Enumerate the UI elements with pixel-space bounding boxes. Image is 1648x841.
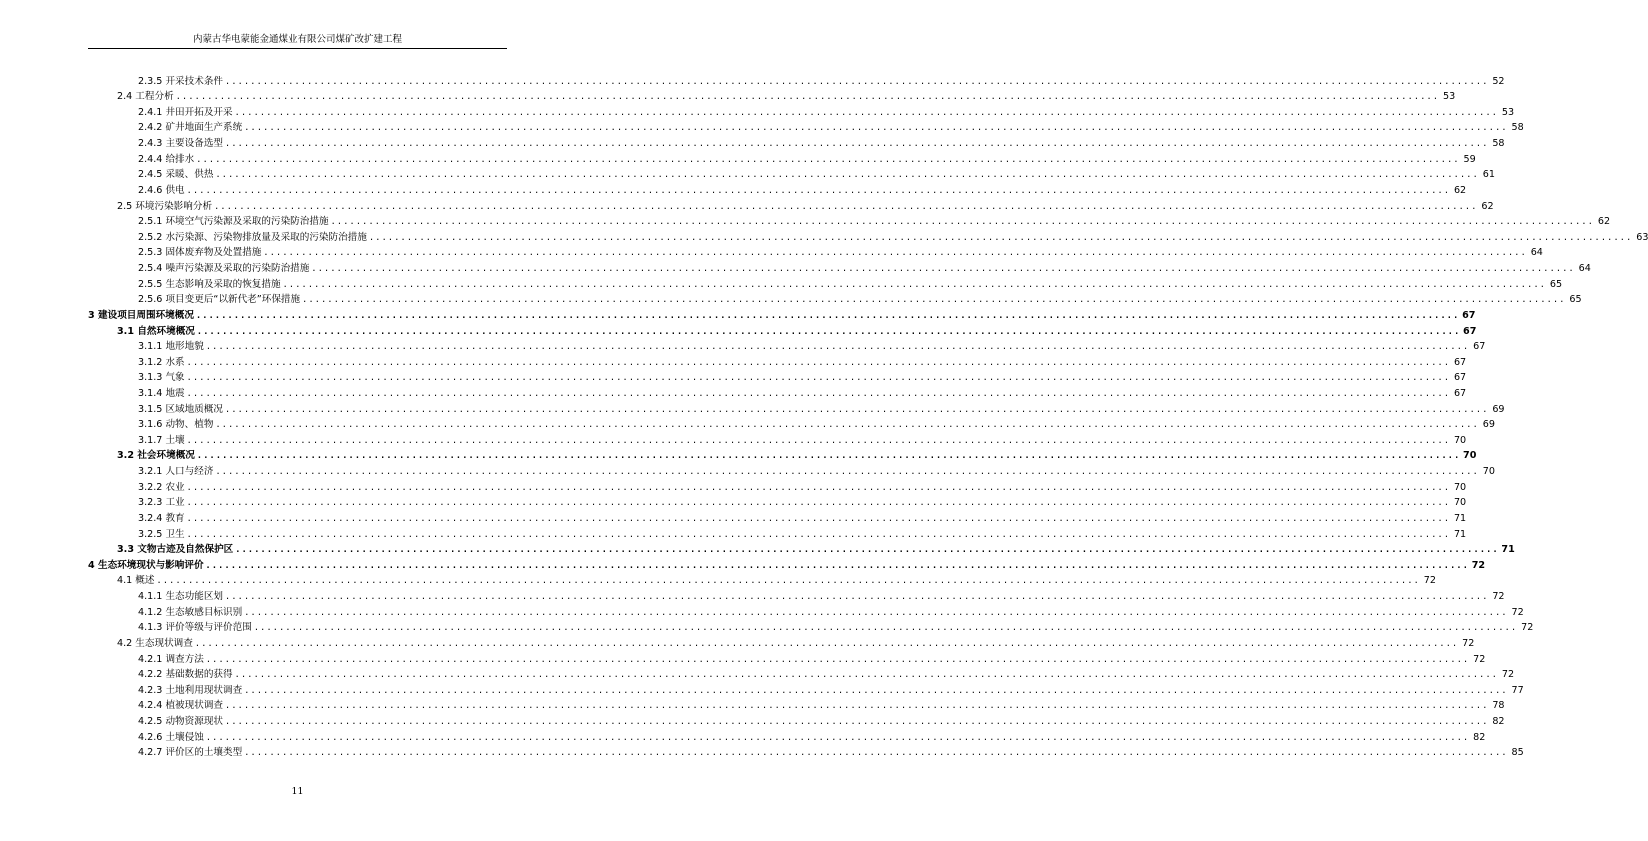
toc-entry[interactable] xyxy=(0,744,1524,760)
toc-entry-title: 2.5 环境污染影响分析 xyxy=(117,200,213,212)
toc-entry-title: 2.4.5 采暖、供热 xyxy=(138,169,214,181)
dot-leader: ........................................................................................................................................................................................................ xyxy=(186,498,1451,509)
dot-leader: ........................................................................................................................................................................................................ xyxy=(282,279,1547,290)
toc-entry[interactable] xyxy=(0,447,1477,463)
toc-entry-page: 67 xyxy=(1453,356,1467,368)
toc-entry-page: 67 xyxy=(1453,372,1467,384)
toc-entry-page: 70 xyxy=(1453,497,1467,509)
toc-entry-page: 52 xyxy=(1492,75,1505,87)
dot-leader: ........................................................................................................................................................................................................ xyxy=(205,560,1470,571)
toc-entry-title: 3.2.2 农业 xyxy=(138,481,185,493)
toc-entry-title: 3 建设项目周围环境概况 xyxy=(88,309,194,321)
toc-entry-page: 72 xyxy=(1423,575,1436,587)
toc-entry[interactable] xyxy=(0,369,1467,385)
toc-entry-page: 64 xyxy=(1578,263,1591,275)
toc-entry-page: 72 xyxy=(1471,559,1486,571)
toc-entry-page: 58 xyxy=(1492,138,1505,150)
toc-entry-page: 85 xyxy=(1511,747,1524,759)
toc-entry-title: 2.5.1 环境空气污染源及采取的污染防治措施 xyxy=(138,216,329,228)
running-header: 内蒙古华电蒙能金通煤业有限公司煤矿改扩建工程 xyxy=(192,34,402,45)
toc-entry[interactable] xyxy=(0,306,1476,322)
toc-entry-title: 3.1.1 地形地貌 xyxy=(138,341,204,353)
toc-entry-page: 77 xyxy=(1511,684,1524,696)
toc-entry-title: 4.2.3 土地利用现状调查 xyxy=(138,684,243,696)
toc-entry-title: 3.1.4 地震 xyxy=(138,387,185,399)
toc-entry[interactable] xyxy=(0,509,1467,525)
toc-entry[interactable] xyxy=(0,353,1467,369)
toc-entry-page: 72 xyxy=(1492,591,1505,603)
dot-leader: ........................................................................................................................................................................................................ xyxy=(311,264,1575,275)
toc-entry-title: 4.2.5 动物资源现状 xyxy=(138,716,224,727)
toc-entry[interactable] xyxy=(0,322,1477,338)
toc-entry-page: 72 xyxy=(1521,622,1534,634)
toc-entry-title: 2.4.3 主要设备选型 xyxy=(138,138,224,150)
toc-entry[interactable] xyxy=(0,556,1486,572)
dot-leader: ........................................................................................................................................................................................................ xyxy=(244,685,1508,696)
dot-leader: ........................................................................................................................................................................................................ xyxy=(253,623,1518,634)
toc-entry-page: 62 xyxy=(1453,184,1467,196)
toc-entry[interactable] xyxy=(0,666,1515,682)
toc-entry-page: 71 xyxy=(1453,512,1467,524)
toc-entry-page: 82 xyxy=(1492,716,1505,727)
toc-entry[interactable] xyxy=(0,72,1505,88)
toc-entry-page: 69 xyxy=(1482,419,1495,431)
toc-entry-title: 3.1.5 区域地质概况 xyxy=(138,403,224,415)
toc-entry[interactable] xyxy=(0,338,1486,354)
toc-entry-page: 69 xyxy=(1492,403,1505,415)
toc-entry[interactable] xyxy=(0,603,1524,619)
toc-entry[interactable] xyxy=(0,134,1505,150)
dot-leader: ........................................................................................................................................................................................................ xyxy=(186,185,1451,196)
toc-entry-page: 63 xyxy=(1636,231,1648,243)
toc-entry[interactable] xyxy=(0,681,1524,697)
toc-entry[interactable] xyxy=(0,103,1515,119)
toc-entry-title: 4 生态环境现状与影响评价 xyxy=(88,559,204,571)
toc-entry-title: 4.2.4 植被现状调查 xyxy=(138,700,224,712)
toc-entry-title: 3.1.7 土壤 xyxy=(138,434,185,446)
dot-leader: ........................................................................................................................................................................................................ xyxy=(234,107,1499,118)
toc-entry-title: 4.1.1 生态功能区划 xyxy=(138,591,224,603)
toc-entry-title: 4.2.7 评价区的土壤类型 xyxy=(138,747,243,759)
toc-entry-page: 72 xyxy=(1501,669,1515,681)
dot-leader: ........................................................................................................................................................................................................ xyxy=(196,154,1460,165)
toc-entry-page: 62 xyxy=(1597,216,1611,228)
toc-entry[interactable] xyxy=(0,181,1467,197)
toc-entry-title: 3.1.6 动物、植物 xyxy=(138,419,214,431)
toc-entry-title: 4.1.2 生态敏感目标识别 xyxy=(138,606,243,618)
dot-leader: ........................................................................................................................................................................................................ xyxy=(175,92,1440,103)
toc-entry-title: 3.2 社会环境概况 xyxy=(117,450,195,462)
toc-entry-title: 4.1.3 评价等级与评价范围 xyxy=(138,622,252,634)
toc-entry-title: 2.5.5 生态影响及采取的恢复措施 xyxy=(138,278,281,290)
dot-leader: ........................................................................................................................................................................................................ xyxy=(156,576,1420,587)
toc-entry-page: 70 xyxy=(1463,450,1477,462)
dot-leader: ........................................................................................................................................................................................................ xyxy=(225,701,1489,712)
toc-entry[interactable] xyxy=(0,384,1467,400)
toc-entry-title: 2.5.2 水污染源、污染物排放量及采取的污染防治措施 xyxy=(138,231,367,243)
toc-entry-title: 2.5.6 项目变更后“以新代老”环保措施 xyxy=(138,294,301,306)
toc-entry[interactable] xyxy=(0,728,1486,744)
toc-entry[interactable] xyxy=(0,494,1467,510)
toc-entry[interactable] xyxy=(0,697,1505,713)
toc-entry[interactable] xyxy=(0,541,1515,557)
toc-entry-title: 3.1.3 气象 xyxy=(138,372,185,384)
dot-leader: ........................................................................................................................................................................................................ xyxy=(244,748,1508,759)
toc-entry[interactable] xyxy=(0,259,1591,275)
toc-entry[interactable] xyxy=(0,431,1467,447)
toc-entry-page: 67 xyxy=(1462,309,1476,321)
dot-leader: ........................................................................................................................................................................................................ xyxy=(225,404,1489,415)
toc-entry[interactable] xyxy=(0,634,1475,650)
toc-entry-page: 62 xyxy=(1481,200,1494,212)
toc-entry[interactable] xyxy=(0,712,1505,728)
toc-entry-title: 3.1.2 水系 xyxy=(138,356,185,368)
dot-leader: ........................................................................................................................................................................................................ xyxy=(330,217,1595,228)
dot-leader: ........................................................................................................................................................................................................ xyxy=(225,592,1489,603)
dot-leader: ........................................................................................................................................................................................................ xyxy=(244,123,1508,134)
dot-leader: ........................................................................................................................................................................................................ xyxy=(234,670,1499,681)
toc-entry-page: 65 xyxy=(1569,294,1582,306)
toc-entry-page: 82 xyxy=(1473,731,1486,743)
toc-entry-title: 4.1 概述 xyxy=(117,575,155,587)
toc-entry[interactable] xyxy=(0,119,1524,135)
toc-entry-title: 4.2.6 土壤侵蚀 xyxy=(138,731,204,743)
dot-leader: ........................................................................................................................................................................................................ xyxy=(186,388,1451,399)
toc-entry[interactable] xyxy=(0,572,1436,588)
toc-entry[interactable] xyxy=(0,150,1476,166)
toc-entry-title: 3.1 自然环境概况 xyxy=(117,325,195,337)
dot-leader: ........................................................................................................................................................................................................ xyxy=(263,248,1527,259)
toc-entry-page: 72 xyxy=(1511,606,1524,618)
toc-entry[interactable] xyxy=(0,213,1611,229)
dot-leader: ........................................................................................................................................................................................................ xyxy=(215,467,1479,478)
toc-entry-page: 72 xyxy=(1462,637,1475,649)
toc-entry[interactable] xyxy=(0,197,1494,213)
toc-entry-page: 53 xyxy=(1501,106,1515,118)
toc-entry-page: 70 xyxy=(1482,466,1495,478)
toc-entry-page: 78 xyxy=(1492,700,1505,712)
toc-entry-title: 3.2.5 卫生 xyxy=(138,528,185,540)
dot-leader: ........................................................................................................................................................................................................ xyxy=(196,451,1461,462)
toc-entry-title: 4.2.1 调查方法 xyxy=(138,653,204,665)
dot-leader: ........................................................................................................................................................................................................ xyxy=(225,139,1489,150)
dot-leader: ........................................................................................................................................................................................................ xyxy=(186,357,1451,368)
toc-entry-page: 71 xyxy=(1453,528,1467,540)
toc-entry[interactable] xyxy=(0,228,1648,244)
toc-entry-page: 70 xyxy=(1453,434,1467,446)
dot-leader: ........................................................................................................................................................................................................ xyxy=(205,732,1470,743)
toc-entry-title: 2.4.2 矿井地面生产系统 xyxy=(138,122,243,134)
toc-entry[interactable] xyxy=(0,244,1543,260)
dot-leader: ........................................................................................................................................................................................................ xyxy=(225,717,1489,727)
toc-entry-title: 4.2.2 基础数据的获得 xyxy=(138,669,233,681)
toc-entry-page: 53 xyxy=(1442,91,1456,103)
page-number: 11 xyxy=(291,786,304,797)
dot-leader: ........................................................................................................................................................................................................ xyxy=(244,607,1508,618)
toc-entry[interactable] xyxy=(0,88,1456,104)
toc-entry-page: 67 xyxy=(1453,387,1467,399)
toc-entry[interactable] xyxy=(0,275,1563,291)
toc-entry-page: 71 xyxy=(1501,544,1515,556)
toc-entry-title: 2.3.5 开采技术条件 xyxy=(138,75,224,87)
dot-leader: ........................................................................................................................................................................................................ xyxy=(225,76,1489,87)
toc-entry[interactable] xyxy=(0,619,1534,635)
toc-entry-title: 3.2.3 工业 xyxy=(138,497,185,509)
toc-entry-page: 64 xyxy=(1530,247,1543,259)
toc-entry[interactable] xyxy=(0,291,1582,307)
dot-leader: ........................................................................................................................................................................................................ xyxy=(205,342,1470,353)
toc-entry-title: 2.4.1 井田开拓及开采 xyxy=(138,106,233,118)
dot-leader: ........................................................................................................................................................................................................ xyxy=(205,654,1470,665)
header-divider xyxy=(88,48,507,49)
toc-entry-title: 4.2 生态现状调查 xyxy=(117,637,193,649)
dot-leader: ........................................................................................................................................................................................................ xyxy=(196,326,1461,337)
toc-entry-title: 2.4.4 给排水 xyxy=(138,153,195,165)
toc-entry[interactable] xyxy=(0,166,1495,182)
toc-entry[interactable] xyxy=(0,650,1486,666)
dot-leader: ........................................................................................................................................................................................................ xyxy=(194,638,1459,649)
dot-leader: ........................................................................................................................................................................................................ xyxy=(214,201,1478,212)
toc-entry-title: 2.4.6 供电 xyxy=(138,184,185,196)
dot-leader: ........................................................................................................................................................................................................ xyxy=(215,170,1479,181)
dot-leader: ........................................................................................................................................................................................................ xyxy=(186,435,1451,446)
toc-entry-page: 65 xyxy=(1549,278,1563,290)
toc-entry-page: 59 xyxy=(1463,153,1476,165)
toc-entry-page: 72 xyxy=(1473,653,1486,665)
dot-leader: ........................................................................................................................................................................................................ xyxy=(215,420,1479,431)
dot-leader: ........................................................................................................................................................................................................ xyxy=(186,529,1451,540)
toc-entry[interactable] xyxy=(0,400,1505,416)
dot-leader: ........................................................................................................................................................................................................ xyxy=(302,295,1566,306)
dot-leader: ........................................................................................................................................................................................................ xyxy=(186,373,1451,384)
toc-entry-title: 3.3 文物古迹及自然保护区 xyxy=(117,544,234,556)
toc-entry[interactable] xyxy=(0,463,1495,479)
dot-leader: ........................................................................................................................................................................................................ xyxy=(186,482,1451,493)
dot-leader: ........................................................................................................................................................................................................ xyxy=(368,232,1633,243)
toc-entry-page: 67 xyxy=(1473,341,1486,353)
toc-entry-title: 2.5.4 噪声污染源及采取的污染防治措施 xyxy=(138,263,310,275)
toc-entry-page: 58 xyxy=(1511,122,1524,134)
toc-entry[interactable] xyxy=(0,587,1505,603)
toc-entry-title: 3.2.1 人口与经济 xyxy=(138,466,214,478)
dot-leader: ........................................................................................................................................................................................................ xyxy=(235,545,1499,556)
toc-entry-title: 2.4 工程分析 xyxy=(117,91,174,103)
toc-entry-page: 70 xyxy=(1453,481,1467,493)
toc-entry-page: 67 xyxy=(1463,325,1477,337)
toc-entry[interactable] xyxy=(0,416,1495,432)
toc-entry[interactable] xyxy=(0,525,1467,541)
dot-leader: ........................................................................................................................................................................................................ xyxy=(186,513,1451,524)
toc-entry-page: 61 xyxy=(1482,169,1495,181)
toc-entry-title: 2.5.3 固体废弃物及处置措施 xyxy=(138,247,262,259)
toc-entry-title: 3.2.4 教育 xyxy=(138,512,185,524)
dot-leader: ........................................................................................................................................................................................................ xyxy=(195,310,1460,321)
toc-entry[interactable] xyxy=(0,478,1467,494)
